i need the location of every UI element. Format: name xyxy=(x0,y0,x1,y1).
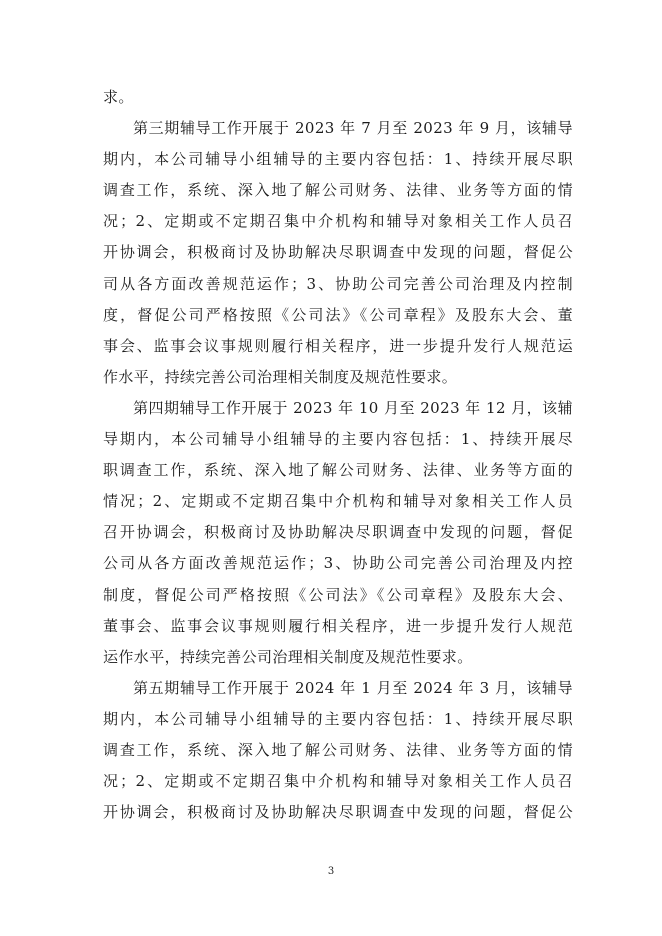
body-text xyxy=(103,82,573,828)
text-line: 开协调会，积极商讨及协助解决尽职调查中发现的问题，督促公 xyxy=(103,803,573,822)
paragraph-end-line: 运作水平，持续完善公司治理相关制度及规范性要求。 xyxy=(103,647,473,666)
text-line: 职调查工作，系统、深入地了解公司财务、法律、业务等方面的 xyxy=(103,461,573,480)
text-line: 求。 xyxy=(103,88,134,106)
text-line: 导期内，本公司辅导小组辅导的主要内容包括：1、持续开展尽 xyxy=(103,430,573,449)
text-line: 司从各方面改善规范运作；3、协助公司完善公司治理及内控制 xyxy=(103,274,573,293)
text-line: 公司从各方面改善规范运作；3、协助公司完善公司治理及内控 xyxy=(103,554,573,573)
text-line: 期内，本公司辅导小组辅导的主要内容包括：1、持续开展尽职 xyxy=(103,709,573,728)
text-line: 开协调会，积极商讨及协助解决尽职调查中发现的问题，督促公 xyxy=(103,243,573,262)
text-line: 董事会、监事会议事规则履行相关程序，进一步提升发行人规范 xyxy=(103,616,573,635)
text-line: 期内，本公司辅导小组辅导的主要内容包括：1、持续开展尽职 xyxy=(103,150,573,169)
paragraph-end-line: 作水平，持续完善公司治理相关制度及规范性要求。 xyxy=(103,367,458,386)
text-line: 况；2、定期或不定期召集中介机构和辅导对象相关工作人员召 xyxy=(103,772,573,791)
text-line: 调查工作，系统、深入地了解公司财务、法律、业务等方面的情 xyxy=(103,740,573,759)
text-line: 况；2、定期或不定期召集中介机构和辅导对象相关工作人员召 xyxy=(103,212,573,231)
paragraph-start-line: 第三期辅导工作开展于 2023 年 7 月至 2023 年 9 月，该辅导 xyxy=(133,119,573,138)
paragraph-start-line: 第四期辅导工作开展于 2023 年 10 月至 2023 年 12 月，该辅 xyxy=(133,398,573,417)
text-line: 召开协调会，积极商讨及协助解决尽职调查中发现的问题，督促 xyxy=(103,523,573,542)
text-line: 情况；2、定期或不定期召集中介机构和辅导对象相关工作人员 xyxy=(103,492,573,511)
text-line: 制度，督促公司严格按照《公司法》《公司章程》及股东大会、 xyxy=(103,585,573,604)
paragraph-start-line: 第五期辅导工作开展于 2024 年 1 月至 2024 年 3 月，该辅导 xyxy=(133,678,573,697)
text-line: 度，督促公司严格按照《公司法》《公司章程》及股东大会、董 xyxy=(103,305,573,324)
page-number: 3 xyxy=(327,866,335,877)
text-line: 事会、监事会议事规则履行相关程序，进一步提升发行人规范运 xyxy=(103,336,573,355)
text-line: 调查工作，系统、深入地了解公司财务、法律、业务等方面的情 xyxy=(103,181,573,200)
